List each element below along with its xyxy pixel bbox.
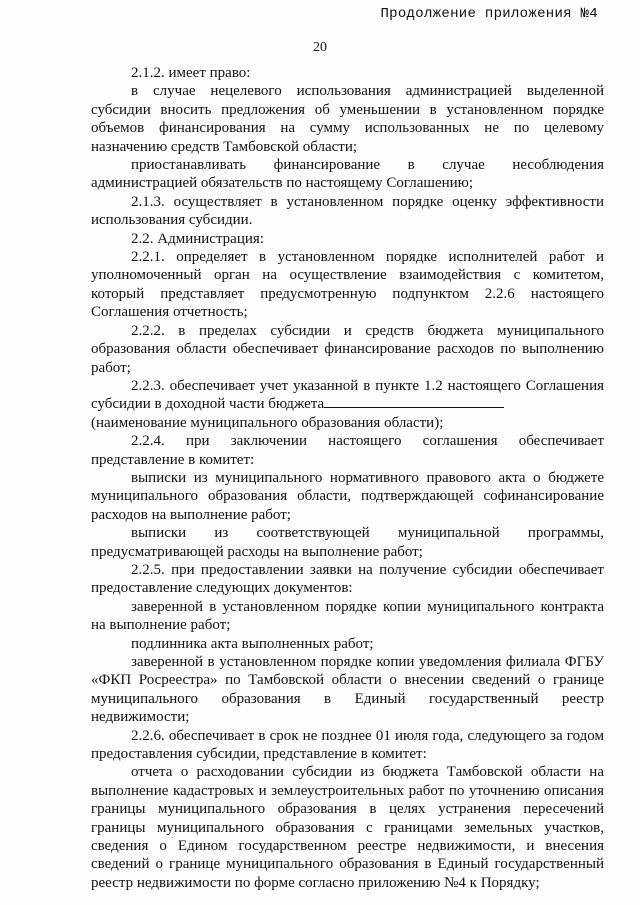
paragraph-2-2-2: 2.2.2. в пределах субсидии и средств бюджета муниципального образования области обеспечивает финансирование расходов по выполнению работ; (91, 322, 604, 376)
paragraph-2-2-4: 2.2.4. при заключении настоящего соглашения обеспечивает представление в комитет: (91, 433, 604, 468)
paragraph-2-2-5-item-1: заверенной в установленном порядке копии муниципального контракта на выполнение работ; (91, 598, 604, 634)
paragraph-2-2-1: 2.2.1. определяет в установленном порядке исполнителей работ и уполномоченный орган на осуществление взаимодействия с комитетом, который представляет предусмотренную подпунктом 2.2.6 настоящего Соглашения отчетность; (91, 249, 604, 321)
paragraph-2-2-5: 2.2.5. при предоставлении заявки на получение субсидии обеспечивает предоставление следующих документов: (91, 561, 604, 597)
paragraph-2-2-3 (91, 377, 604, 414)
continuation-header: Продолжение приложения №4 (380, 6, 598, 22)
paragraph-2-2: 2.2. Администрация: (131, 230, 264, 247)
paragraph-2-2-4-item-1: выписки из муниципального нормативного правового акта о бюджете муниципального образования области, подтверждающей софинансирование расходов на выполнение работ; (91, 469, 604, 523)
page-number: 20 (313, 40, 327, 55)
paragraph-2-2-5-item-3: заверенной в установленном порядке копии уведомления филиала ФГБУ «ФКП Росреестра» по Тамбовской области о внесении сведений о границе муниципального образования в Единый государственный реестр недвижимости; (91, 654, 604, 726)
paragraph-2-2-4-item-2: выписки из соответствующей муниципальной программы, предусматривающей расходы на выполнение работ; (91, 525, 604, 560)
paragraph-2-1-2-item-2: приостанавливать финансирование в случае несоблюдения администрацией обязательств по настоящему Соглашению; (91, 157, 604, 192)
paragraph-2-1-2: 2.1.2. имеет право: (131, 65, 251, 81)
paragraph-2-1-3: 2.1.3. осуществляет в установленном порядке оценку эффективности использования субсидии. (91, 193, 604, 229)
paragraph-2-2-6: 2.2.6. обеспечивает в срок не позднее 01 июля года, следующего за годом предоставления субсидии, представление в комитет: (91, 727, 604, 763)
blank-underline (324, 395, 504, 408)
paragraph-2-2-3-text: 2.2.3. обеспечивает учет указанной в пункте 1.2 настоящего Соглашения субсидии в доходной части бюджета (91, 377, 604, 413)
document-body (91, 64, 604, 892)
paragraph-2-1-2-item-1: в случае нецелевого использования администрацией выделенной субсидии вносить предложения об уменьшении в установленном порядке объемов финансирования на сумму использованных не по целевому назначению средств Тамбовской области; (91, 83, 604, 155)
paragraph-2-2-3-caption: (наименование муниципального образования области); (91, 414, 444, 431)
paragraph-2-2-5-item-2: подлинника акта выполненных работ; (131, 635, 374, 652)
paragraph-2-2-6-item-1: отчета о расходовании субсидии из бюджета Тамбовской области на выполнение кадастровых и землеустроительных работ по уточнению описания границы муниципального образования в целях устранения пересечений границы муниципального образования с границами земельных участков, сведения о Едином государственном реестре недвижимости, и внесения сведений о границе муниципального образования в Единый государственный реестр недвижимости по форме согласно приложению №4 к Порядку; (91, 764, 604, 891)
